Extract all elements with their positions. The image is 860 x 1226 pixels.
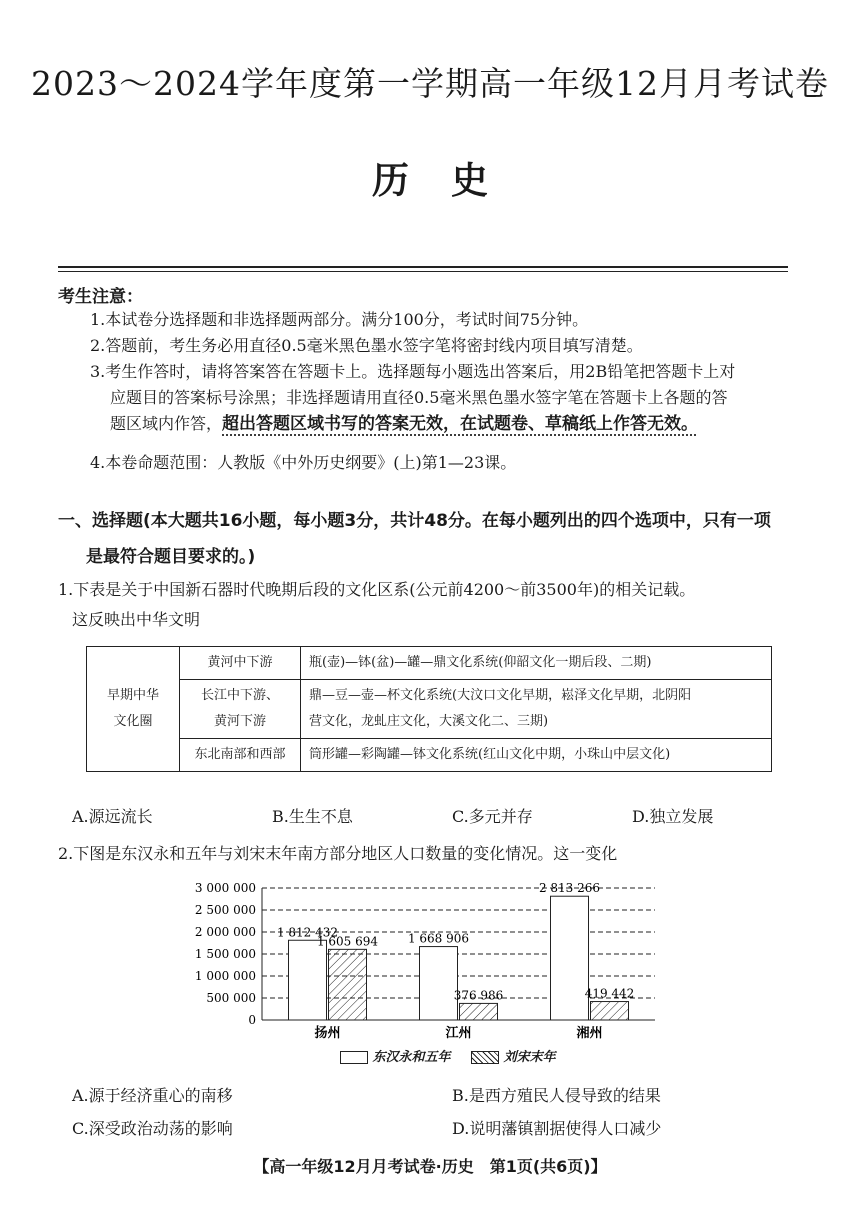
q1-stem: 1.下表是关于中国新石器时代晚期后段的文化区系(公元前4200～前3500年)的相关记载。 — [58, 580, 696, 599]
data-label: 376 986 — [453, 988, 504, 1003]
notice-emphasis: 超出答题区域书写的答案无效，在试题卷、草稿纸上作答无效。 — [222, 414, 699, 434]
y-tick-label: 500 000 — [206, 991, 256, 1005]
page-footer: 【高一年级12月月考试卷·历史 第1页(共6页)】 — [253, 1157, 607, 1176]
data-label: 1 605 694 — [316, 934, 379, 949]
divider-rule — [58, 266, 788, 268]
exam-title: 2023～2024学年度第一学期高一年级12月月考试卷 — [31, 64, 829, 103]
q2-option-b: B.是西方殖民人侵导致的结果 — [452, 1086, 661, 1105]
population-bar-chart — [150, 876, 710, 1072]
q1-option-b: B.生生不息 — [272, 807, 353, 826]
chart-legend — [340, 1046, 556, 1065]
y-tick-label: 2 500 000 — [194, 903, 256, 917]
table-region-cell: 东北南部和西部 — [180, 739, 301, 772]
notice-heading: 考生注意： — [58, 287, 143, 307]
q2-option-d: D.说明藩镇割据使得人口减少 — [452, 1119, 662, 1138]
bar — [289, 940, 327, 1020]
notice-item-3: 3.考生作答时，请将答案答在答题卡上。选择题每小题选出答案后，用2B铅笔把答题卡上对 — [90, 362, 736, 381]
q2-option-c: C.深受政治动荡的影响 — [72, 1119, 233, 1138]
category-label: 湘州 — [576, 1026, 603, 1041]
notice-item-1: 1.本试卷分选择题和非选择题两部分。满分100分，考试时间75分钟。 — [90, 310, 589, 329]
table-group-cell: 早期中华 文化圈 — [87, 647, 180, 772]
data-label: 1 668 906 — [407, 931, 470, 946]
q1-stem-cont: 这反映出中华文明 — [72, 610, 201, 629]
section-heading-line1: 一、选择题(本大题共16小题，每小题3分，共计48分。在每小题列出的四个选项中，只有一项 — [58, 511, 771, 531]
bar — [551, 896, 589, 1020]
category-label: 江州 — [445, 1026, 472, 1041]
section-heading — [58, 506, 798, 572]
section-heading-line2: 是最符合题目要求的。) — [86, 547, 256, 567]
bar — [460, 1003, 498, 1020]
divider-rule-thin — [58, 271, 788, 272]
notice-item-4: 4.本卷命题范围：人教版《中外历史纲要》(上)第1—23课。 — [90, 453, 517, 472]
y-tick-label: 0 — [248, 1013, 256, 1027]
q1-option-d: D.独立发展 — [632, 807, 714, 826]
y-tick-label: 1 500 000 — [194, 947, 256, 961]
data-label: 419 442 — [584, 986, 635, 1001]
data-label: 1 812 432 — [276, 925, 339, 940]
data-label: 2 813 266 — [538, 881, 601, 896]
q2-option-a: A.源于经济重心的南移 — [72, 1086, 233, 1105]
legend-swatch-plain — [340, 1051, 368, 1064]
q2-stem: 2.下图是东汉永和五年与刘宋末年南方部分地区人口数量的变化情况。这一变化 — [58, 844, 618, 863]
table-desc-cell: 筒形罐—彩陶罐—钵文化系统(红山文化中期，小珠山中层文化) — [301, 739, 772, 772]
subject-title: 历史 — [372, 158, 530, 202]
table-desc-cell: 瓶(壶)—钵(盆)—罐—鼎文化系统(仰韶文化一期后段、二期) — [301, 647, 772, 680]
bar — [420, 947, 458, 1020]
table-region-cell: 黄河中下游 — [180, 647, 301, 680]
legend-swatch-hatched — [471, 1051, 499, 1064]
bar — [591, 1002, 629, 1020]
category-label: 扬州 — [314, 1026, 341, 1041]
q1-option-c: C.多元并存 — [452, 807, 533, 826]
q1-option-a: A.源远流长 — [72, 807, 153, 826]
notice-item-3-cont: 应题目的答案标号涂黑；非选择题请用直径0.5毫米黑色墨水签字笔在答题卡上各题的答 — [110, 388, 728, 407]
bar — [329, 949, 367, 1020]
table-desc-cell: 鼎—豆—壶—杯文化系统(大汶口文化早期，崧泽文化早期，北阴阳 营文化，龙虬庄文化，大溪文化二、三期) — [301, 680, 772, 739]
y-tick-label: 3 000 000 — [194, 881, 256, 895]
legend-label-2: 刘宋末年 — [503, 1050, 556, 1065]
notice-item-3-cont2 — [110, 411, 698, 437]
culture-table — [86, 646, 772, 772]
notice-item-2: 2.答题前，考生务必用直径0.5毫米黑色墨水签字笔将密封线内项目填写清楚。 — [90, 336, 643, 355]
table-region-cell: 长江中下游、 黄河下游 — [180, 680, 301, 739]
notice-item-3-tail: 题区域内作答， — [110, 414, 223, 433]
y-tick-label: 1 000 000 — [194, 969, 256, 983]
y-tick-label: 2 000 000 — [194, 925, 256, 939]
legend-label-1: 东汉永和五年 — [372, 1050, 451, 1065]
